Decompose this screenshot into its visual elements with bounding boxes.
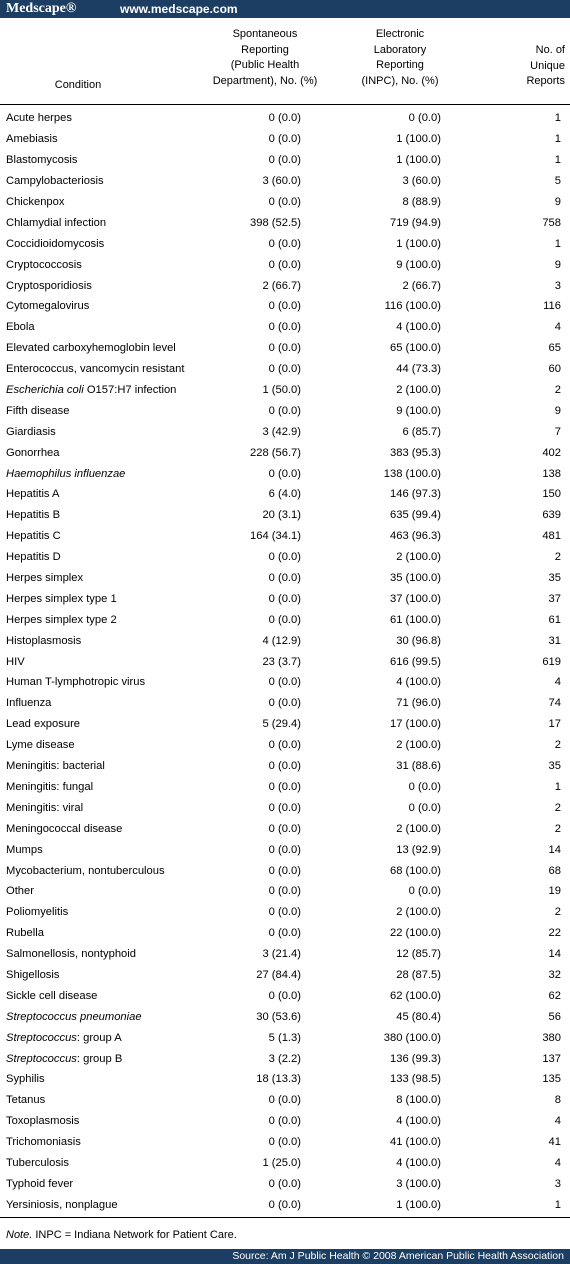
cell-condition: Streptococcus pneumoniae [6,1010,142,1023]
table-row [0,463,570,484]
header-electronic-line2: Laboratory [373,43,427,56]
cell-unique: 1 [554,237,561,250]
table-row [0,233,570,254]
cell-unique: 2 [554,739,561,752]
cell-electronic: 635 (99.4) [390,509,441,522]
cell-spontaneous: 0 (0.0) [268,342,301,355]
cell-electronic: 41 (100.0) [390,1136,441,1149]
cell-electronic: 68 (100.0) [390,864,441,877]
table-row [0,505,570,526]
table-row [0,588,570,609]
cell-electronic: 9 (100.0) [396,404,441,417]
cell-spontaneous: 1 (50.0) [262,384,301,397]
cell-condition: Meningitis: viral [6,801,84,814]
cell-spontaneous: 0 (0.0) [268,1115,301,1128]
cell-spontaneous: 0 (0.0) [268,112,301,125]
cell-unique: 9 [554,196,561,208]
cell-unique: 32 [548,968,561,981]
cell-spontaneous: 0 (0.0) [268,801,301,814]
cell-unique: 137 [542,1052,561,1065]
table-row [0,693,570,714]
cell-unique: 2 [554,551,561,564]
cell-electronic: 133 (98.5) [390,1073,441,1086]
header-electronic-line1: Electronic [375,28,425,40]
cell-unique: 2 [554,384,561,397]
cell-spontaneous: 0 (0.0) [268,133,301,146]
table-row [0,442,570,463]
table-row [0,317,570,338]
cell-electronic: 116 (100.0) [384,300,441,313]
cell-electronic: 1 (100.0) [396,154,441,167]
cell-spontaneous: 30 (53.6) [256,1010,301,1023]
cell-unique: 4 [554,321,561,334]
cell-electronic: 2 (100.0) [396,822,441,835]
cell-electronic: 8 (88.9) [402,196,441,208]
cell-spontaneous: 0 (0.0) [268,613,301,626]
cell-spontaneous: 0 (0.0) [268,404,301,417]
cell-unique: 1 [554,112,561,125]
cell-spontaneous: 4 (12.9) [262,634,301,647]
cell-electronic: 2 (100.0) [396,551,441,564]
cell-unique: 14 [548,948,561,961]
cell-unique: 65 [548,342,561,355]
table-row [0,1090,570,1111]
table-row [0,1111,570,1132]
cell-condition: Lyme disease [6,739,75,752]
cell-unique: 22 [548,927,561,940]
cell-unique: 116 [543,300,561,313]
cell-unique: 402 [542,446,561,459]
cell-unique: 5 [554,175,561,188]
table-row [0,797,570,818]
cell-electronic: 138 (100.0) [383,467,441,480]
cell-spontaneous: 3 (42.9) [262,425,301,438]
cell-electronic: 6 (85.7) [402,425,441,438]
cell-electronic: 65 (100.0) [390,342,441,355]
cell-condition: Meningitis: fungal [6,780,94,793]
table-row [0,1153,570,1174]
cell-condition: Enterococcus, vancomycin resistant [6,363,185,376]
cell-electronic: 71 (96.0) [396,697,441,710]
cell-condition: Tuberculosis [6,1156,70,1169]
cell-unique: 3 [554,279,561,292]
cell-unique: 4 [554,1115,561,1128]
cell-condition: Gonorrhea [6,446,60,459]
cell-spontaneous: 0 (0.0) [268,927,301,940]
cell-spontaneous: 3 (21.4) [262,948,301,961]
cell-unique: 2 [554,822,561,835]
cell-electronic: 380 (100.0) [383,1031,441,1044]
table-row [0,108,570,129]
cell-spontaneous: 164 (34.1) [250,530,301,543]
cell-condition: Hepatitis D [6,551,61,564]
cell-unique: 31 [548,634,561,647]
table-row [0,1048,570,1069]
cell-electronic: 61 (100.0) [390,613,441,626]
cell-unique: 62 [548,989,561,1002]
cell-spontaneous: 3 (60.0) [262,175,301,188]
cell-condition: Yersiniosis, nonplague [6,1198,118,1211]
cell-spontaneous: 0 (0.0) [268,592,301,605]
cell-spontaneous: 0 (0.0) [268,822,301,835]
cell-condition: Mycobacterium, nontuberculous [6,864,165,877]
source-citation: Source: Am J Public Health © 2008 American Public Health Association [232,1250,564,1262]
cell-electronic: 1 (100.0) [396,237,441,250]
table-row [0,129,570,150]
cell-spontaneous: 0 (0.0) [268,300,301,313]
cell-electronic: 4 (100.0) [396,321,441,334]
cell-electronic: 44 (73.3) [396,363,441,376]
header-condition [38,78,118,94]
cell-condition: HIV [6,655,25,668]
cell-condition: Fifth disease [6,404,70,417]
cell-spontaneous: 20 (3.1) [262,509,301,522]
cell-electronic: 2 (100.0) [396,739,441,752]
table-row [0,818,570,839]
cell-unique: 8 [554,1094,561,1107]
cell-electronic: 1 (100.0) [396,133,441,146]
cell-condition: Herpes simplex type 2 [6,613,117,626]
table-row [0,171,570,192]
cell-unique: 1 [554,780,561,793]
cell-electronic: 3 (100.0) [396,1177,441,1190]
cell-unique: 7 [554,425,561,438]
header-unique-line3: Reports [526,75,565,87]
cell-electronic: 0 (0.0) [408,780,441,793]
cell-unique: 138 [542,467,561,480]
cell-electronic: 2 (100.0) [396,384,441,397]
conditions-table [0,108,570,1215]
cell-electronic: 12 (85.7) [396,948,441,961]
table-row [0,902,570,923]
cell-unique: 481 [542,530,561,543]
cell-unique: 35 [548,572,561,585]
cell-condition: Herpes simplex [6,572,84,585]
cell-condition: Other [6,885,34,898]
header-unique-line1: No. of [535,44,565,56]
table-row [0,212,570,233]
cell-condition: Hepatitis B [6,509,61,522]
cell-spontaneous: 0 (0.0) [268,780,301,793]
cell-unique: 2 [554,801,561,814]
cell-spontaneous: 0 (0.0) [268,1136,301,1149]
table-row [0,985,570,1006]
cell-condition: Lead exposure [6,718,81,731]
table-row [0,296,570,317]
cell-unique: 4 [554,676,561,689]
cell-spontaneous: 0 (0.0) [268,760,301,773]
header-divider [0,104,570,105]
cell-unique: 68 [548,864,561,877]
cell-unique: 758 [542,216,561,229]
cell-spontaneous: 0 (0.0) [268,321,301,334]
cell-spontaneous: 6 (4.0) [268,488,301,501]
table-row [0,651,570,672]
cell-spontaneous: 0 (0.0) [268,1094,301,1107]
cell-condition: Typhoid fever [6,1177,74,1190]
cell-unique: 19 [548,885,561,898]
cell-condition: Mumps [6,843,43,856]
cell-electronic: 37 (100.0) [390,592,441,605]
cell-unique: 35 [548,760,561,773]
header-electronic [335,27,465,89]
cell-spontaneous: 0 (0.0) [268,739,301,752]
cell-unique: 3 [554,1177,561,1190]
cell-spontaneous: 23 (3.7) [262,655,301,668]
cell-spontaneous: 0 (0.0) [268,885,301,898]
cell-condition: Tetanus [6,1094,46,1107]
table-row [0,1069,570,1090]
cell-electronic: 146 (97.3) [390,488,441,501]
cell-electronic: 1 (100.0) [396,1198,441,1211]
cell-condition: Herpes simplex type 1 [6,592,117,605]
table-row [0,359,570,380]
table-row [0,756,570,777]
cell-unique: 619 [542,655,561,668]
cell-electronic: 62 (100.0) [390,989,441,1002]
cell-spontaneous: 228 (56.7) [250,446,301,459]
header-unique [500,43,565,90]
cell-spontaneous: 0 (0.0) [268,363,301,376]
cell-condition: Elevated carboxyhemoglobin level [6,342,176,355]
cell-unique: 9 [554,404,561,417]
header-unique-line2: Unique [530,59,565,72]
cell-condition: Human T-lymphotropic virus [6,676,146,689]
table-note [6,1229,237,1241]
cell-condition: Salmonellosis, nontyphoid [6,948,136,961]
cell-electronic: 383 (95.3) [390,446,441,459]
table-row [0,735,570,756]
header-bar [0,0,570,18]
cell-spontaneous: 0 (0.0) [268,467,301,480]
cell-condition: Sickle cell disease [6,989,98,1002]
cell-condition: Blastomycosis [6,154,78,167]
table-row [0,150,570,171]
cell-unique: 1 [554,1198,561,1211]
cell-condition: Chlamydial infection [6,216,107,229]
cell-spontaneous: 0 (0.0) [268,551,301,564]
cell-unique: 41 [548,1136,561,1149]
cell-condition: Toxoplasmosis [6,1115,80,1128]
note-label: Note. [6,1229,33,1241]
cell-unique: 380 [542,1031,561,1044]
cell-spontaneous: 0 (0.0) [268,676,301,689]
cell-spontaneous: 5 (29.4) [262,718,301,731]
table-row [0,881,570,902]
table-row [0,1173,570,1194]
cell-condition: Rubella [6,927,44,940]
cell-electronic: 136 (99.3) [390,1052,441,1065]
table-row [0,275,570,296]
table-row [0,254,570,275]
cell-unique: 1 [554,154,561,167]
cell-electronic: 31 (88.6) [396,760,441,773]
cell-condition: Hepatitis A [6,488,60,501]
cell-spontaneous: 398 (52.5) [250,216,301,229]
cell-electronic: 3 (60.0) [402,175,441,188]
cell-condition: Cryptococcosis [6,258,82,271]
cell-unique: 17 [548,718,561,731]
cell-condition: Cytomegalovirus [6,300,90,313]
cell-electronic: 13 (92.9) [396,843,441,856]
table-row [0,526,570,547]
table-row [0,568,570,589]
medscape-logo[interactable]: Medscape® [6,1,77,16]
table-row [0,860,570,881]
cell-condition: Escherichia coli O157:H7 infection [6,384,177,397]
cell-condition: Meningitis: bacterial [6,760,105,773]
cell-condition: Chickenpox [6,196,65,208]
cell-electronic: 463 (96.3) [390,530,441,543]
cell-unique: 9 [554,258,561,271]
table-row [0,609,570,630]
table-row [0,1027,570,1048]
cell-condition: Shigellosis [6,968,60,981]
cell-unique: 2 [554,906,561,919]
cell-spontaneous: 0 (0.0) [268,237,301,250]
header-spontaneous-line2: Reporting [241,43,289,56]
cell-electronic: 0 (0.0) [408,112,441,125]
cell-electronic: 4 (100.0) [396,1156,441,1169]
header-electronic-line3: Reporting [376,59,424,71]
cell-unique: 61 [548,613,561,626]
cell-condition: Meningococcal disease [6,822,123,835]
cell-electronic: 35 (100.0) [390,572,441,585]
table-row [0,944,570,965]
cell-electronic: 2 (66.7) [402,279,441,292]
table-row [0,547,570,568]
table-row [0,672,570,693]
cell-spontaneous: 0 (0.0) [268,572,301,585]
cell-spontaneous: 0 (0.0) [268,989,301,1002]
cell-condition: Histoplasmosis [6,634,82,647]
cell-unique: 639 [542,509,561,522]
cell-electronic: 45 (80.4) [396,1010,441,1023]
cell-unique: 4 [554,1156,561,1169]
table-row [0,380,570,401]
cell-spontaneous: 0 (0.0) [268,196,301,208]
cell-condition: Ebola [6,321,35,334]
header-spontaneous-line3: (Public Health [230,59,300,71]
table-bottom-divider [0,1217,570,1218]
cell-electronic: 28 (87.5) [396,968,441,981]
table-row [0,1194,570,1215]
cell-electronic: 8 (100.0) [396,1094,441,1107]
cell-spontaneous: 18 (13.3) [256,1073,301,1086]
cell-electronic: 4 (100.0) [396,1115,441,1128]
cell-spontaneous: 27 (84.4) [256,968,301,981]
table-row [0,923,570,944]
header-spontaneous-line4: Department), No. (%) [212,74,318,87]
table-row [0,714,570,735]
cell-spontaneous: 0 (0.0) [268,906,301,919]
cell-unique: 135 [542,1073,561,1086]
cell-electronic: 22 (100.0) [390,927,441,940]
table-row [0,777,570,798]
footer-bar [0,1249,570,1264]
cell-electronic: 30 (96.8) [396,634,441,647]
table-row [0,1132,570,1153]
table-row [0,400,570,421]
cell-condition: Streptococcus: group A [6,1031,122,1044]
cell-condition: Streptococcus: group B [6,1052,123,1065]
cell-condition: Coccidioidomycosis [6,237,105,250]
table-row [0,192,570,213]
cell-electronic: 17 (100.0) [390,718,441,731]
header-spontaneous-line1: Spontaneous [232,28,298,40]
table-row [0,338,570,359]
cell-condition: Giardiasis [6,425,56,438]
cell-condition: Hepatitis C [6,530,61,543]
cell-spontaneous: 1 (25.0) [262,1156,301,1169]
cell-spontaneous: 0 (0.0) [268,154,301,167]
cell-condition: Acute herpes [6,112,72,125]
cell-spontaneous: 0 (0.0) [268,1198,301,1211]
table-row [0,1006,570,1027]
header-spontaneous [200,27,330,89]
cell-unique: 74 [548,697,561,710]
cell-electronic: 4 (100.0) [396,676,441,689]
cell-electronic: 719 (94.9) [390,216,441,229]
cell-condition: Haemophilus influenzae [6,467,126,480]
cell-condition: Campylobacteriosis [6,175,104,188]
table-row [0,630,570,651]
cell-unique: 14 [548,843,561,856]
cell-electronic: 2 (100.0) [396,906,441,919]
cell-condition: Syphilis [6,1073,45,1086]
cell-unique: 37 [548,592,561,605]
cell-unique: 150 [542,488,561,501]
cell-spontaneous: 5 (1.3) [268,1031,301,1044]
cell-spontaneous: 0 (0.0) [268,258,301,271]
cell-spontaneous: 2 (66.7) [262,279,301,292]
cell-spontaneous: 0 (0.0) [268,864,301,877]
cell-spontaneous: 3 (2.2) [268,1052,301,1065]
header-electronic-line4: (INPC), No. (%) [361,74,439,87]
cell-electronic: 0 (0.0) [408,885,441,898]
cell-condition: Amebiasis [6,133,58,146]
cell-electronic: 0 (0.0) [408,801,441,814]
table-row [0,484,570,505]
cell-unique: 60 [548,363,561,376]
table-header [0,20,570,104]
note-text: INPC = Indiana Network for Patient Care. [32,1229,237,1241]
cell-unique: 56 [548,1010,561,1023]
cell-condition: Trichomoniasis [6,1136,81,1149]
cell-spontaneous: 0 (0.0) [268,697,301,710]
cell-electronic: 9 (100.0) [396,258,441,271]
cell-unique: 1 [554,133,561,146]
header-condition-text: Condition [54,79,102,91]
table-row [0,839,570,860]
cell-spontaneous: 0 (0.0) [268,843,301,856]
site-url[interactable]: www.medscape.com [120,2,238,16]
cell-condition: Cryptosporidiosis [6,279,92,292]
cell-condition: Influenza [6,697,52,710]
cell-condition: Poliomyelitis [6,906,69,919]
table-row [0,965,570,986]
cell-electronic: 616 (99.5) [390,655,441,668]
cell-spontaneous: 0 (0.0) [268,1177,301,1190]
table-row [0,421,570,442]
